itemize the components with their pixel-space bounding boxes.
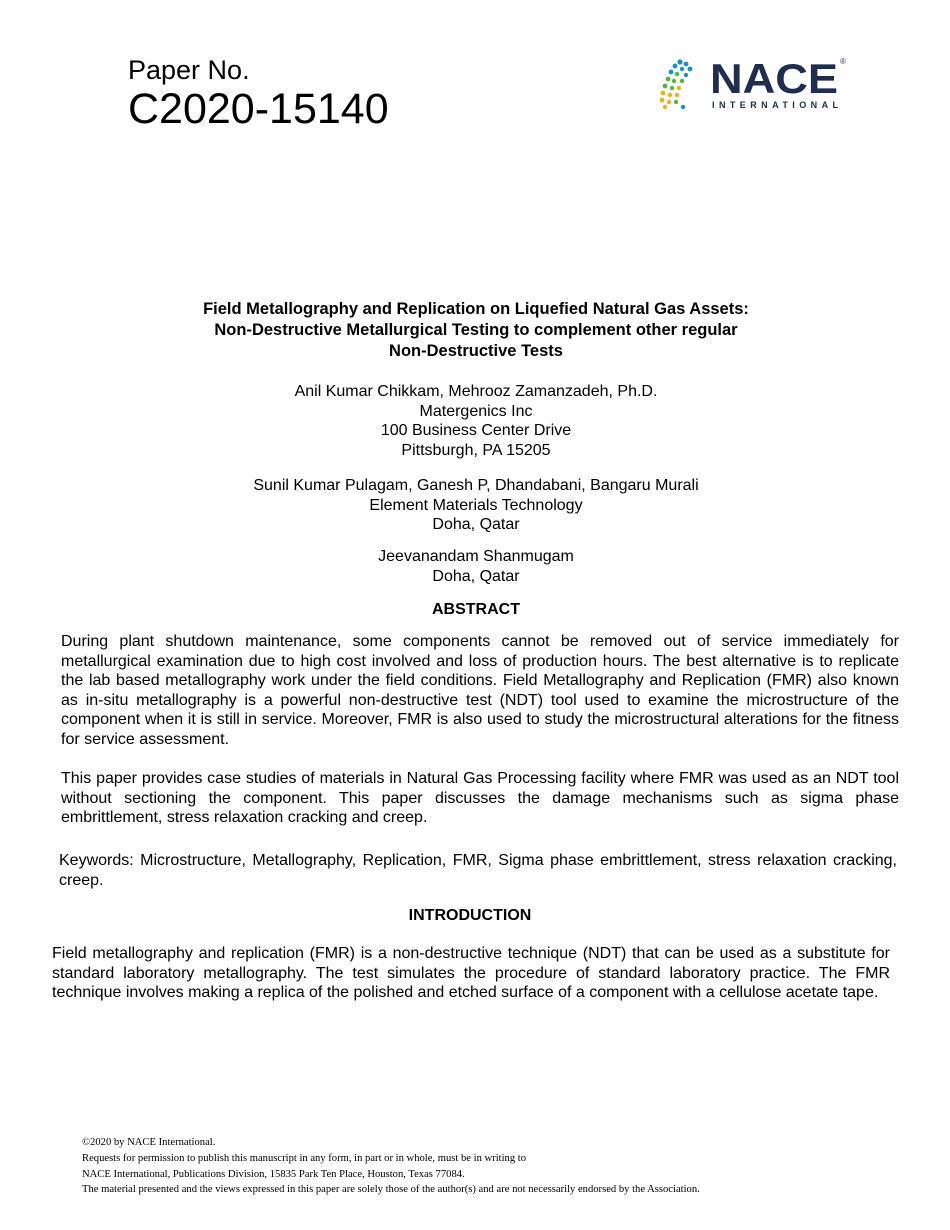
nace-logo-wordmark: NACE (710, 56, 838, 102)
footer-line: ©2020 by NACE International. (82, 1137, 216, 1148)
nace-logo-subtitle: INTERNATIONAL (712, 100, 838, 110)
author-affiliation: Element Materials Technology (369, 496, 583, 514)
copyright-footer (82, 1135, 842, 1198)
author-address: Doha, Qatar (432, 516, 520, 533)
author-names: Anil Kumar Chikkam, Mehrooz Zamanzadeh, Ph.D. (294, 383, 658, 400)
nace-logo (656, 56, 852, 112)
paper-number: C2020-15140 (128, 85, 389, 133)
paper-title (100, 299, 852, 362)
author-names: Sunil Kumar Pulagam, Ganesh P, Dhandabani, Bangaru Murali (253, 477, 699, 494)
author-names: Jeevanandam Shanmugam (378, 548, 574, 565)
paper-number-label: Paper No. (128, 55, 250, 85)
registered-mark: ® (840, 57, 846, 66)
introduction-heading: INTRODUCTION (408, 907, 532, 924)
title-line: Non-Destructive Metallurgical Testing to complement other regular (214, 321, 738, 339)
footer-line: Requests for permission to publish this manuscript in any form, in part or in whole, must be in writing to (82, 1152, 527, 1164)
abstract-heading: ABSTRACT (432, 601, 520, 618)
author-affiliation: Matergenics Inc (419, 402, 533, 420)
introduction-paragraph: Field metallography and replication (FMR) is a non-destructive technique (NDT) that can be used as a substitute for standard laboratory metallography. The test simulates the procedure of standard laboratory practice. The FMR technique involves making a replica of the polished and etched surface of a component with a cellulose acetate tape. (52, 945, 890, 1002)
author-group (100, 476, 852, 535)
abstract-paragraph: This paper provides case studies of materials in Natural Gas Processing facility where FMR was used as an NDT tool without sectioning the component. This paper discusses the damage mechanisms such as sigma phase embrittlement, stress relaxation cracking and creep. (61, 770, 899, 827)
author-address: 100 Business Center Drive (380, 422, 572, 439)
author-address: Pittsburgh, PA 15205 (401, 441, 551, 459)
title-line: Non-Destructive Tests (389, 342, 563, 360)
nace-logo-mark (660, 59, 693, 109)
author-address: Doha, Qatar (432, 567, 520, 585)
author-group (100, 547, 852, 586)
abstract-paragraph: During plant shutdown maintenance, some components cannot be removed out of service immediately for metallurgical examination due to high cost involved and loss of production hours. The best alternative is to replicate the lab based metallography work under the field conditions. Field Metallography and Replication (FMR) also known as in-situ metallography is a powerful non-destructive test (NDT) tool used to examine the microstructure of the component when it is still in service. Moreover, FMR is also used to study the microstructural alterations for the fitness for service assessment. (61, 633, 899, 748)
title-line: Field Metallography and Replication on Liquefied Natural Gas Assets: (203, 300, 749, 318)
author-group (100, 382, 852, 460)
footer-line: The material presented and the views expressed in this paper are solely those of the author(s) and are not necessarily endorsed by the Association. (82, 1184, 700, 1196)
footer-line: NACE International, Publications Division, 15835 Park Ten Place, Houston, Texas 77084. (82, 1168, 465, 1180)
keywords: Keywords: Microstructure, Metallography, Replication, FMR, Sigma phase embrittlement, stress relaxation cracking, creep. (59, 852, 897, 889)
